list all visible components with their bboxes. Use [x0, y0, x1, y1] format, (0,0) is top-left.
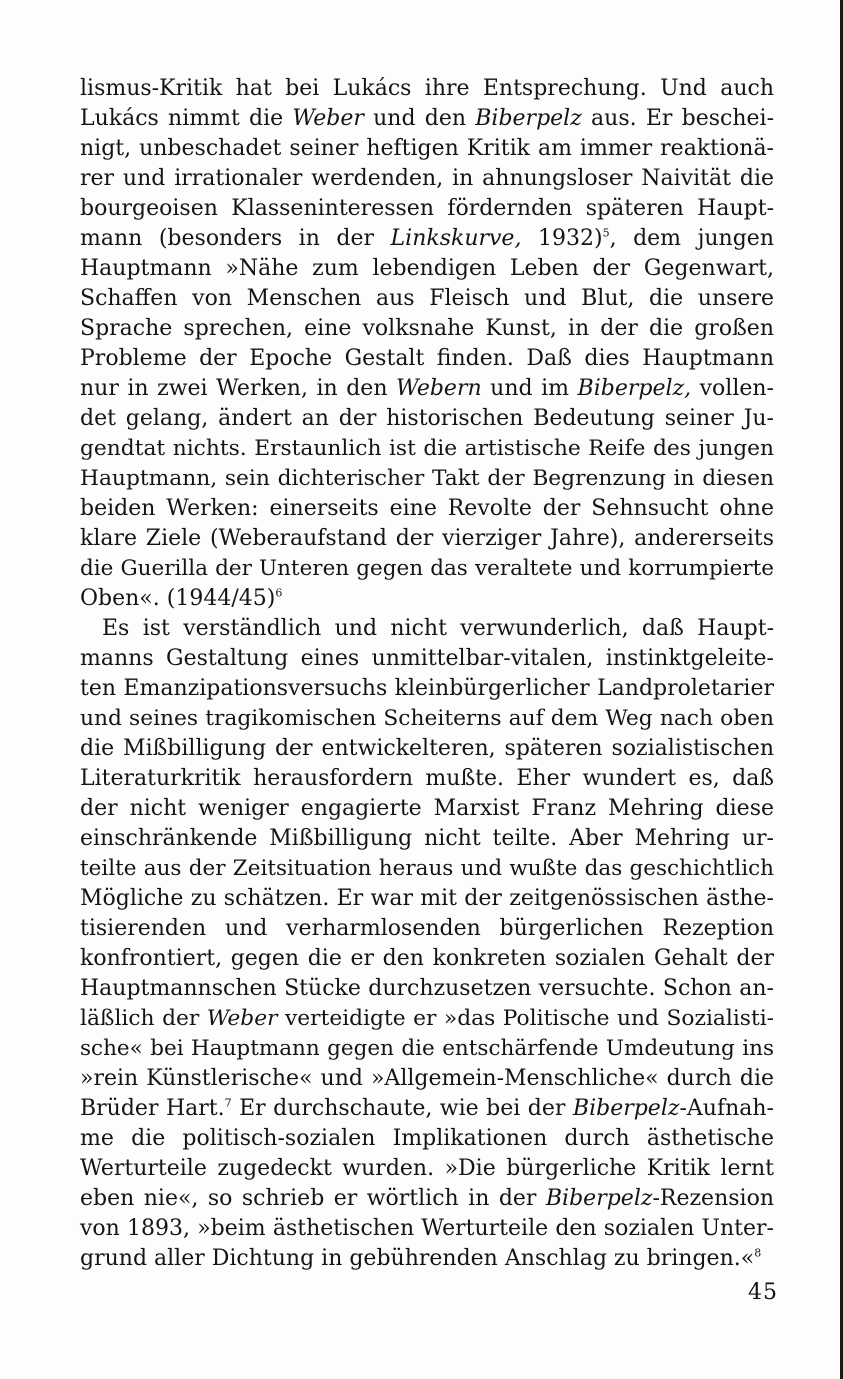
text-run: grund aller Dichtung in gebührenden Anschlag zu bringen.«: [80, 1246, 755, 1271]
text-run: me die politisch-sozialen Implikationen durch ästhetische: [80, 1126, 774, 1151]
text-line: [80, 1244, 774, 1274]
text-run: ten Emanzipationsversuchs kleinbürgerlicher Landproletarier: [80, 676, 774, 701]
text-line: [80, 254, 774, 284]
text-run: und seines tragikomischen Scheiterns auf dem Weg nach oben: [80, 706, 774, 731]
text-run: lismus-Kritik hat bei Lukács ihre Entsprechung. Und auch: [80, 76, 774, 101]
text-run: bourgeoisen Klasseninteressen fördernden späteren Haupt-: [80, 196, 774, 221]
text-line: [80, 314, 774, 344]
text-line: [80, 884, 774, 914]
text-run: klare Ziele (Weberaufstand der vierziger Jahre), andererseits: [80, 526, 774, 551]
text-line: [80, 974, 774, 1004]
italic-title: Linkskurve,: [390, 226, 522, 251]
text-run: beiden Werken: einerseits eine Revolte der Sehnsucht ohne: [80, 496, 774, 521]
text-run: Hauptmannschen Stücke durchzusetzen versuchte. Schon an-: [80, 976, 774, 1001]
text-line: [80, 104, 774, 134]
text-line: [80, 854, 774, 884]
text-line: [80, 584, 774, 614]
text-line: [80, 944, 774, 974]
text-line: [80, 1094, 774, 1124]
text-run: vollen-: [691, 376, 774, 401]
text-run: mann (besonders in der: [80, 226, 391, 251]
text-run: sche« bei Hauptmann gegen die entschärfende Umdeutung ins: [80, 1036, 774, 1061]
text-run: det gelang, ändert an der historischen Bedeutung seiner Ju-: [80, 406, 774, 431]
text-run: und den: [363, 106, 476, 131]
text-run: Brüder Hart.: [80, 1096, 225, 1121]
text-line: [80, 554, 774, 584]
italic-title: Webern: [396, 376, 482, 401]
text-run: nur in zwei Werken, in den: [80, 376, 397, 401]
text-line: [80, 704, 774, 734]
text-line: [80, 644, 774, 674]
footnote-marker: 6: [275, 586, 283, 600]
text-run: eben nie«, so schrieb er wörtlich in der: [80, 1186, 546, 1211]
text-line: [80, 284, 774, 314]
body-text: [80, 74, 774, 1274]
text-run: rer und irrationaler werdenden, in ahnungsloser Naivität die: [80, 166, 774, 191]
text-run: Sprache sprechen, eine volksnahe Kunst, in der die großen: [80, 316, 774, 341]
text-run: teilte aus der Zeitsituation heraus und wußte das geschichtlich: [80, 856, 774, 881]
text-line: [80, 674, 774, 704]
text-run: einschränkende Mißbilligung nicht teilte. Aber Mehring ur-: [80, 826, 774, 851]
text-run: Mögliche zu schätzen. Er war mit der zeitgenössischen ästhe-: [80, 886, 774, 911]
text-run: nigt, unbeschadet seiner heftigen Kritik am immer reaktionä-: [80, 136, 774, 161]
text-run: gendtat nichts. Erstaunlich ist die artistische Reife des jungen: [80, 436, 774, 461]
text-run: »rein Künstlerische« und »Allgemein-Menschliche« durch die: [80, 1066, 774, 1091]
page-number: 45: [748, 1280, 778, 1305]
text-line: [80, 914, 774, 944]
footnote-marker: 8: [754, 1246, 762, 1260]
text-run: Oben«. (1944/45): [80, 586, 276, 611]
text-run: 1932): [521, 226, 603, 251]
footnote-marker: 5: [602, 226, 610, 240]
text-run: der nicht weniger engagierte Marxist Franz Mehring diese: [80, 796, 774, 821]
text-line: [80, 494, 774, 524]
italic-title: Biberpelz: [545, 1186, 653, 1211]
text-line: [80, 524, 774, 554]
text-line: [80, 1154, 774, 1184]
text-run: verteidigte er »das Politische und Sozialisti-: [277, 1006, 774, 1031]
text-line: [80, 794, 774, 824]
italic-title: Biberpelz: [572, 1096, 680, 1121]
italic-title: Weber: [292, 106, 364, 131]
text-line: [80, 404, 774, 434]
text-line: [80, 74, 774, 104]
text-run: die Guerilla der Unteren gegen das veraltete und korrumpierte: [80, 556, 774, 581]
text-run: Lukács nimmt die: [80, 106, 293, 131]
text-run: Werturteile zugedeckt wurden. »Die bürgerliche Kritik lernt: [80, 1156, 774, 1181]
text-run: , dem jungen: [609, 226, 774, 251]
text-run: und im: [481, 376, 578, 401]
text-run: -Rezension: [652, 1186, 774, 1211]
text-line: [80, 224, 774, 254]
text-line: [80, 1124, 774, 1154]
text-line: [80, 464, 774, 494]
text-run: manns Gestaltung eines unmittelbar-vitalen, instinktgeleite-: [80, 646, 774, 671]
text-line: [80, 1064, 774, 1094]
text-line: [80, 344, 774, 374]
text-run: Es ist verständlich und nicht verwunderlich, daß Haupt-: [102, 616, 774, 641]
text-line: [80, 434, 774, 464]
text-run: die Mißbilligung der entwickelteren, späteren sozialistischen: [80, 736, 774, 761]
text-run: Hauptmann »Nähe zum lebendigen Leben der Gegenwart,: [80, 256, 774, 281]
text-line: [80, 164, 774, 194]
text-line: [80, 734, 774, 764]
text-run: Hauptmann, sein dichterischer Takt der Begrenzung in diesen: [80, 466, 774, 491]
italic-title: Biberpelz: [475, 106, 582, 131]
footnote-marker: 7: [224, 1096, 232, 1110]
italic-title: Biberpelz,: [577, 376, 692, 401]
text-line: [80, 824, 774, 854]
italic-title: Weber: [206, 1006, 278, 1031]
text-line: [80, 1214, 774, 1244]
text-run: Probleme der Epoche Gestalt finden. Daß dies Hauptmann: [80, 346, 774, 371]
text-line: [80, 614, 774, 644]
text-run: Schaffen von Menschen aus Fleisch und Blut, die unsere: [80, 286, 774, 311]
text-run: -Aufnah-: [679, 1096, 774, 1121]
text-run: tisierenden und verharmlosenden bürgerlichen Rezeption: [80, 916, 774, 941]
text-line: [80, 194, 774, 224]
text-run: läßlich der: [80, 1006, 207, 1031]
text-line: [80, 374, 774, 404]
text-run: Er durchschaute, wie bei der: [231, 1096, 573, 1121]
text-run: aus. Er beschei-: [581, 106, 774, 131]
text-line: [80, 1004, 774, 1034]
text-line: [80, 1184, 774, 1214]
text-run: Literaturkritik herausfordern mußte. Eher wundert es, daß: [80, 766, 774, 791]
text-line: [80, 1034, 774, 1064]
text-run: von 1893, »beim ästhetischen Werturteile den sozialen Unter-: [80, 1216, 774, 1241]
text-line: [80, 764, 774, 794]
text-line: [80, 134, 774, 164]
text-run: konfrontiert, gegen die er den konkreten sozialen Gehalt der: [80, 946, 774, 971]
